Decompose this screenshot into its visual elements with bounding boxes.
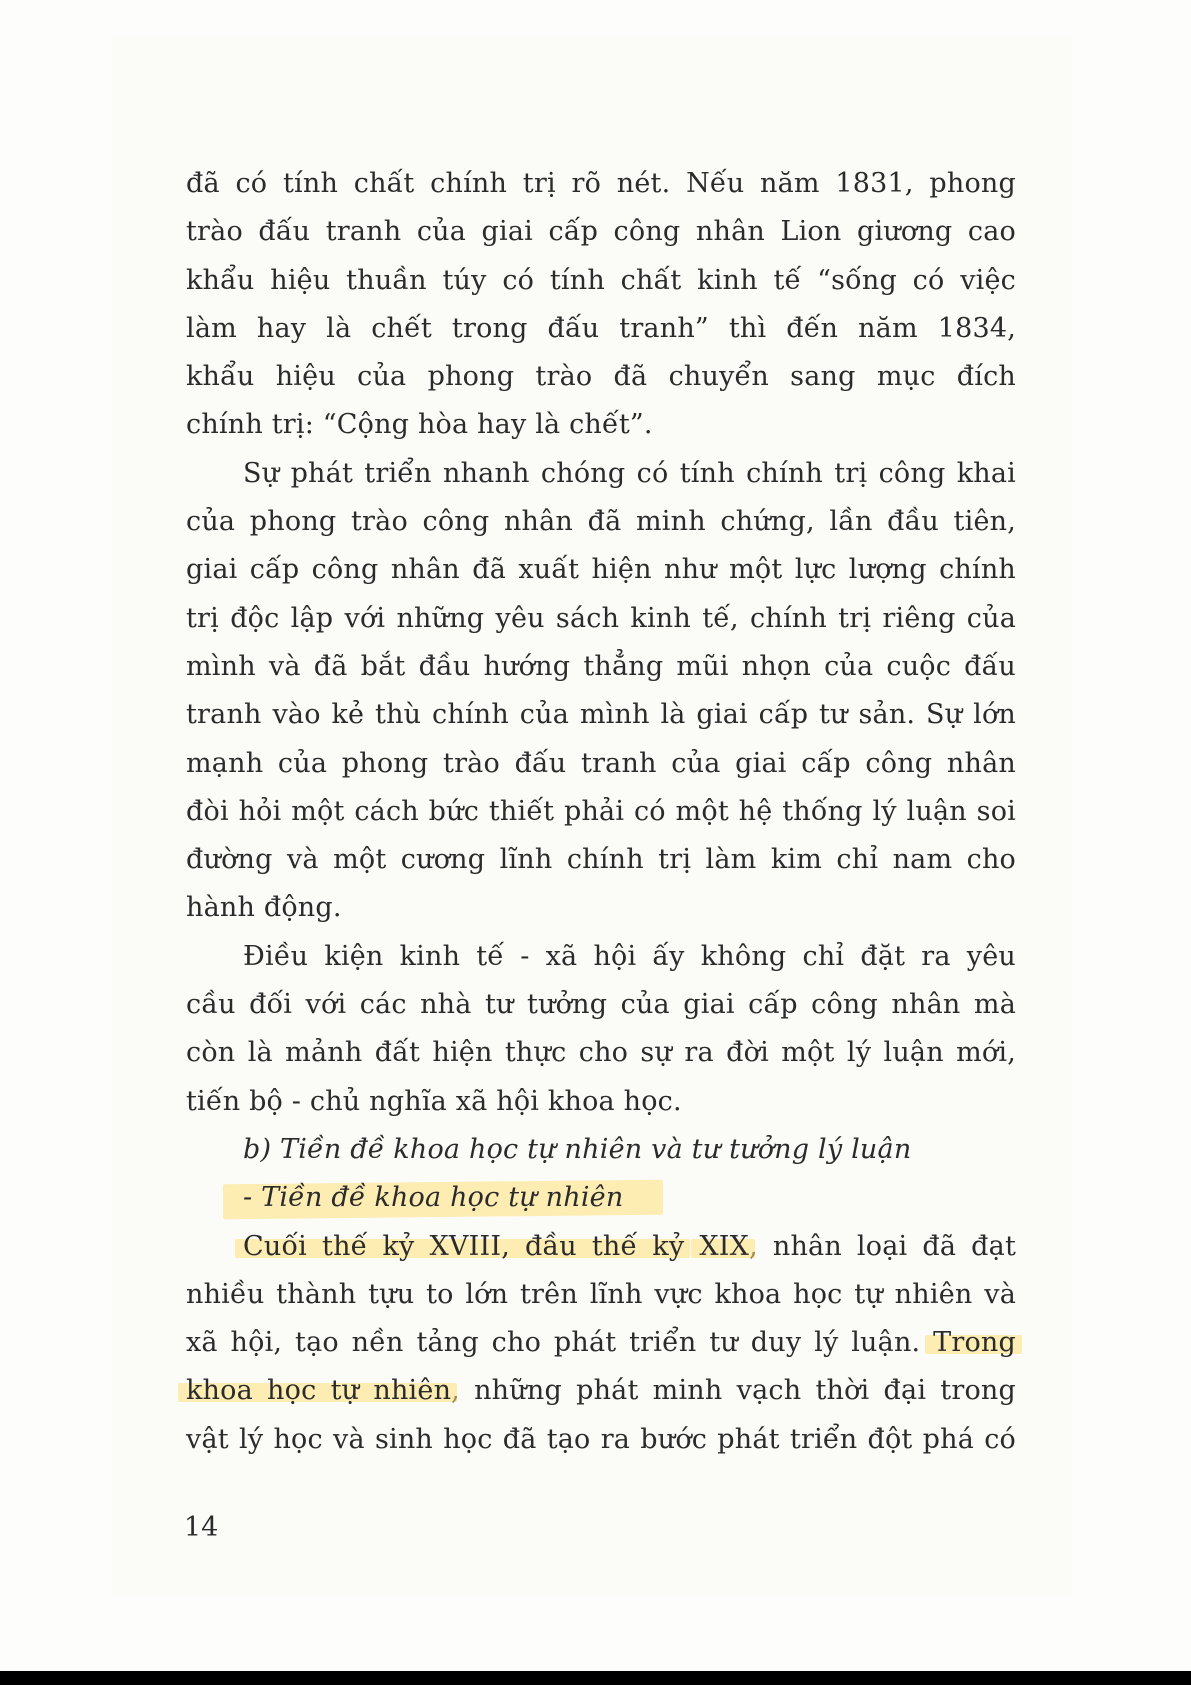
text-line: nhiều thành tựu to lớn trên lĩnh vực khoa học tự nhiên và: [186, 1278, 1016, 1310]
text-span: xã hội, tạo nền tảng cho phát triển tư duy lý luận.: [186, 1327, 921, 1359]
text-line: [186, 1223, 1016, 1271]
highlight-span: XIX: [699, 1230, 750, 1262]
highlight-span: Cuối thế kỷ XVIII, đầu thế kỷ: [243, 1230, 685, 1262]
text-line: [186, 1367, 1016, 1415]
highlight-subheading: - Tiền đề khoa học tự nhiên: [243, 1182, 624, 1214]
text-span: , những phát minh vạch thời đại trong: [451, 1375, 1016, 1407]
text-line: mạnh của phong trào đấu tranh của giai cấp công nhân: [186, 747, 1016, 779]
text-line: đòi hỏi một cách bức thiết phải có một hệ thống lý luận soi: [186, 795, 1016, 827]
bottom-edge-bar: [0, 1671, 1191, 1685]
text-line: còn là mảnh đất hiện thực cho sự ra đời một lý luận mới,: [186, 1037, 1016, 1069]
text-line: khẩu hiệu của phong trào đã chuyển sang mục đích: [186, 361, 1016, 393]
section-heading: b) Tiền đề khoa học tự nhiên và tư tưởng lý luận: [243, 1133, 912, 1165]
text-line: tranh vào kẻ thù chính của mình là giai cấp tư sản. Sự lớn: [186, 699, 1016, 731]
text-line: đường và một cương lĩnh chính trị làm kim chỉ nam cho: [186, 844, 1016, 876]
text-line: trị độc lập với những yêu sách kinh tế, chính trị riêng của: [186, 602, 1016, 634]
text-line: làm hay là chết trong đấu tranh” thì đến năm 1834,: [186, 312, 1016, 344]
text-line: khẩu hiệu thuần túy có tính chất kinh tế “sống có việc: [186, 264, 1016, 296]
page-number: 14: [184, 1512, 219, 1543]
body-text: [186, 160, 1016, 1464]
text-line: vật lý học và sinh học đã tạo ra bước phát triển đột phá có: [186, 1423, 1016, 1455]
text-line: tiến bộ - chủ nghĩa xã hội khoa học.: [186, 1085, 682, 1117]
text-line: mình và đã bắt đầu hướng thẳng mũi nhọn của cuộc đấu: [186, 650, 1016, 682]
text-line: của phong trào công nhân đã minh chứng, lần đầu tiên,: [186, 506, 1016, 538]
text-line: giai cấp công nhân đã xuất hiện như một lực lượng chính: [186, 554, 1016, 586]
text-line: Điều kiện kinh tế - xã hội ấy không chỉ đặt ra yêu: [243, 940, 1016, 972]
text-line: Sự phát triển nhanh chóng có tính chính trị công khai: [243, 457, 1016, 489]
subheading: [186, 1174, 1016, 1222]
highlight-span: khoa học tự nhiên: [186, 1375, 452, 1407]
text-line: hành động.: [186, 892, 342, 924]
text-line: chính trị: “Cộng hòa hay là chết”.: [186, 409, 653, 441]
text-line: cầu đối với các nhà tư tưởng của giai cấp công nhân mà: [186, 989, 1016, 1021]
highlight-span: Trong: [933, 1327, 1016, 1359]
text-span: , nhân loại đã đạt: [749, 1230, 1016, 1262]
text-line: [186, 1319, 1016, 1367]
text-line: trào đấu tranh của giai cấp công nhân Lion giương cao: [186, 216, 1016, 248]
text-line: đã có tính chất chính trị rõ nét. Nếu năm 1831, phong: [186, 168, 1016, 199]
